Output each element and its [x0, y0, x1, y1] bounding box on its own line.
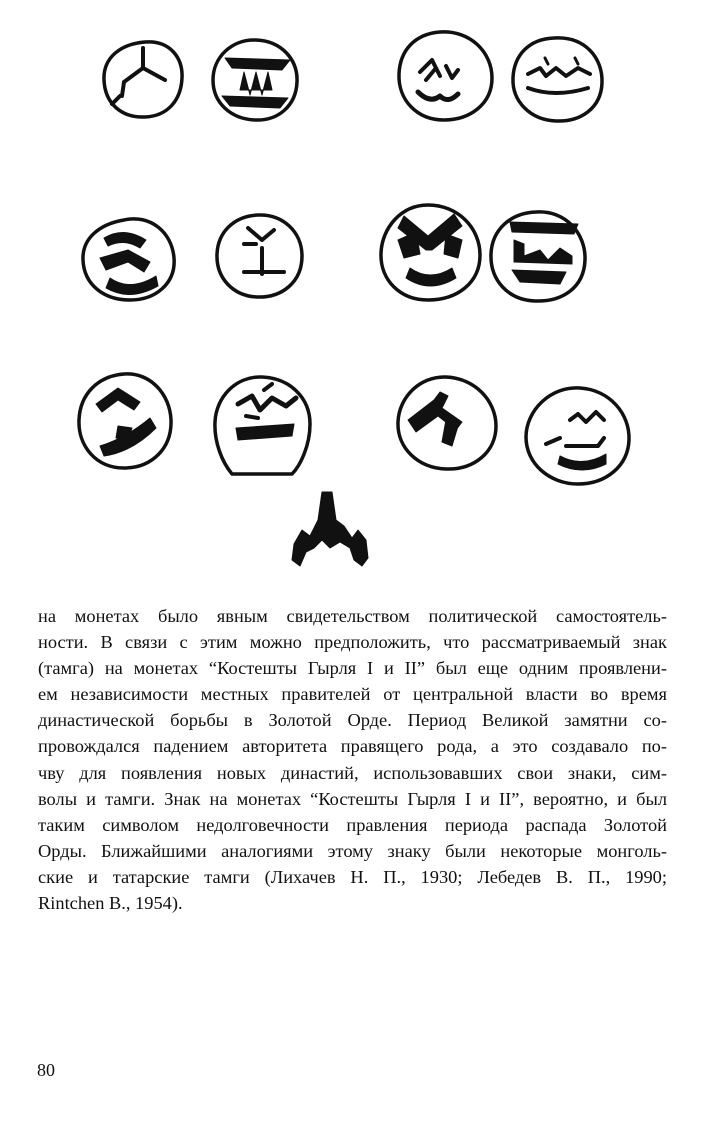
- coin-5: [83, 219, 174, 300]
- coin-2: [213, 40, 297, 120]
- tamga-sign: [292, 492, 368, 566]
- coin-4: [513, 38, 602, 121]
- text-line: чву для появления новых династий, использовавших свои знаки, сим-: [38, 762, 667, 783]
- coin-8: [491, 212, 585, 301]
- coin-12: [526, 388, 629, 484]
- text-line: таким символом недолговечности правления периода распада Золотой: [38, 814, 667, 835]
- coin-11: [398, 377, 496, 469]
- text-line: ем независимости местных правителей от центральной власти во время: [38, 684, 667, 705]
- coin-1: [104, 42, 182, 117]
- text-line: династической борьбы в Золотой Орде. Период Великой замятни со-: [38, 710, 667, 731]
- text-line: провождался падением авторитета правящего рода, а это создавало по-: [38, 736, 667, 757]
- text-line: (тамга) на монетах “Костешты Гырля I и II” был еще одним проявлени-: [38, 658, 667, 679]
- coin-6: [217, 215, 302, 297]
- coin-7: [381, 205, 480, 300]
- coin-3: [399, 32, 492, 120]
- text-line: ности. В связи с этим можно предположить, что рассматриваемый знак: [38, 632, 667, 653]
- coin-9: [79, 374, 171, 468]
- text-line: волы и тамги. Знак на монетах “Костешты Гырля I и II”, вероятно, и был: [38, 788, 667, 809]
- text-line: на монетах было явным свидетельством политической самостоятель-: [38, 606, 667, 626]
- body-paragraph: [38, 603, 667, 916]
- text-line: Орды. Ближайшими аналогиями этому знаку были некоторые монголь-: [38, 840, 667, 861]
- page-number: 80: [37, 1060, 55, 1080]
- text-line: ские и татарские тамги (Лихачев Н. П., 1930; Лебедев В. П., 1990;: [38, 866, 667, 887]
- coin-10: [215, 377, 310, 474]
- text-line: Rintchen B., 1954).: [38, 893, 183, 914]
